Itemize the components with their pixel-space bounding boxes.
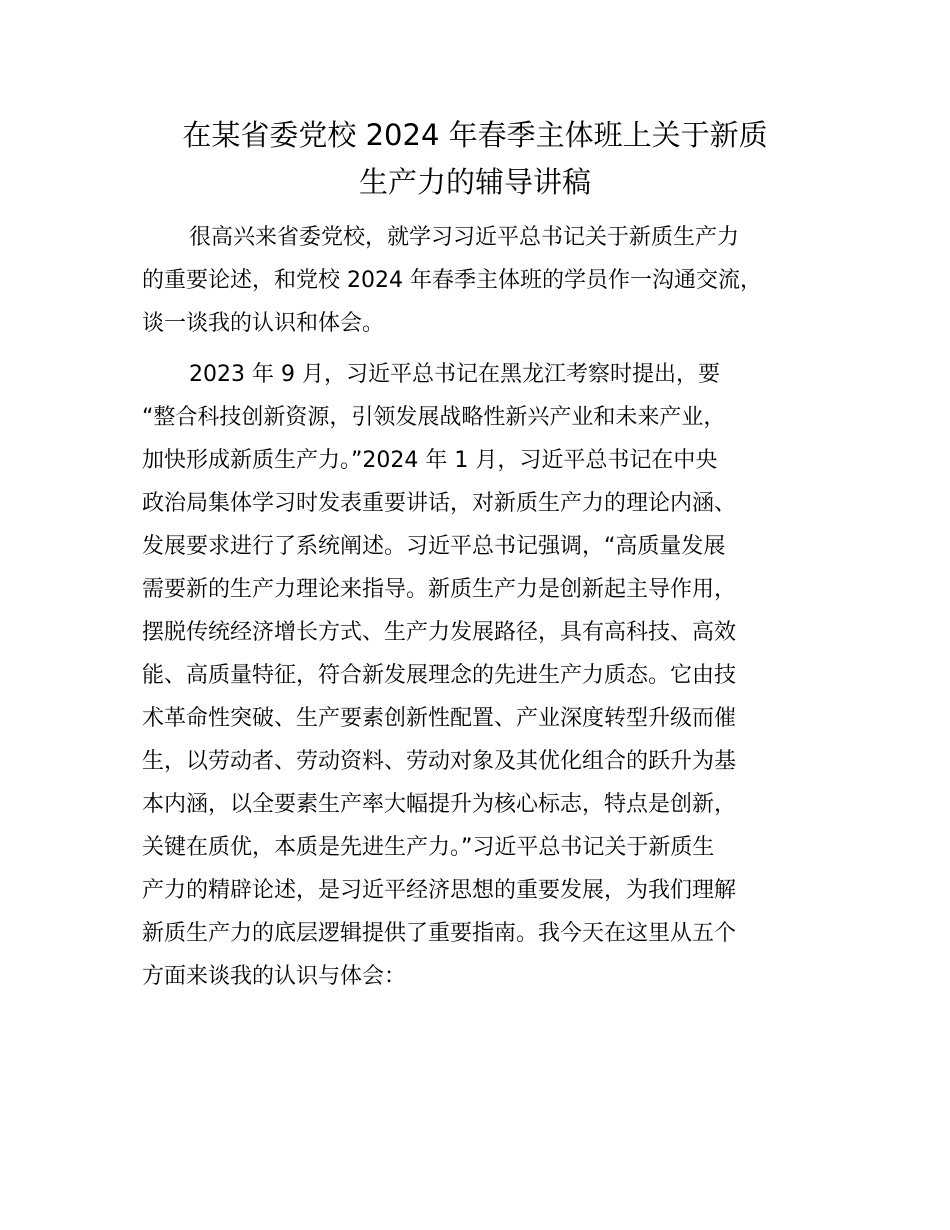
paragraph-line: 生，以劳动者、劳动资料、劳动对象及其优化组合的跃升为基 — [142, 749, 737, 774]
document-body — [142, 216, 842, 1006]
paragraph-line: 的重要论述，和党校 2024 年春季主体班的学员作一沟通交流， — [142, 268, 762, 293]
title-line: 生产力的辅导讲稿 — [358, 165, 591, 199]
paragraph-line: 新质生产力的底层逻辑提供了重要指南。我今天在这里从五个 — [142, 921, 737, 946]
paragraph-line: 发展要求进行了系统阐述。习近平总书记强调，“高质量发展 — [142, 534, 726, 559]
paragraph-line: 方面来谈我的认识与体会： — [142, 964, 407, 989]
paragraph-line: 术革命性突破、生产要素创新性配置、产业深度转型升级而催 — [142, 706, 737, 731]
paragraph-line: 本内涵，以全要素生产率大幅提升为核心标志，特点是创新， — [142, 792, 737, 817]
paragraph-line: 2023 年 9 月，习近平总书记在黑龙江考察时提出，要 — [189, 362, 720, 387]
title-line: 在某省委党校 2024 年春季主体班上关于新质 — [182, 118, 768, 152]
paragraph-line: 摆脱传统经济增长方式、生产力发展路径，具有高科技、高效 — [142, 620, 737, 645]
paragraph-line: 产力的精辟论述，是习近平经济思想的重要发展，为我们理解 — [142, 878, 737, 903]
paragraph-line: 能、高质量特征，符合新发展理念的先进生产力质态。它由技 — [142, 663, 737, 688]
paragraph-intro — [142, 216, 842, 345]
paragraph-line: 加快形成新质生产力。”2024 年 1 月，习近平总书记在中央 — [142, 448, 718, 473]
paragraph-line: “整合科技创新资源，引领发展战略性新兴产业和未来产业， — [142, 405, 726, 430]
paragraph-line: 需要新的生产力理论来指导。新质生产力是创新起主导作用， — [142, 577, 737, 602]
paragraph-line: 关键在质优，本质是先进生产力。”习近平总书记关于新质生 — [142, 835, 715, 860]
paragraph-line: 政治局集体学习时发表重要讲话，对新质生产力的理论内涵、 — [142, 491, 737, 516]
paragraph-line: 谈一谈我的认识和体会。 — [142, 311, 385, 336]
paragraph-main — [142, 353, 842, 998]
document-title — [100, 112, 850, 206]
paragraph-line: 很高兴来省委党校，就学习习近平总书记关于新质生产力 — [189, 225, 740, 250]
